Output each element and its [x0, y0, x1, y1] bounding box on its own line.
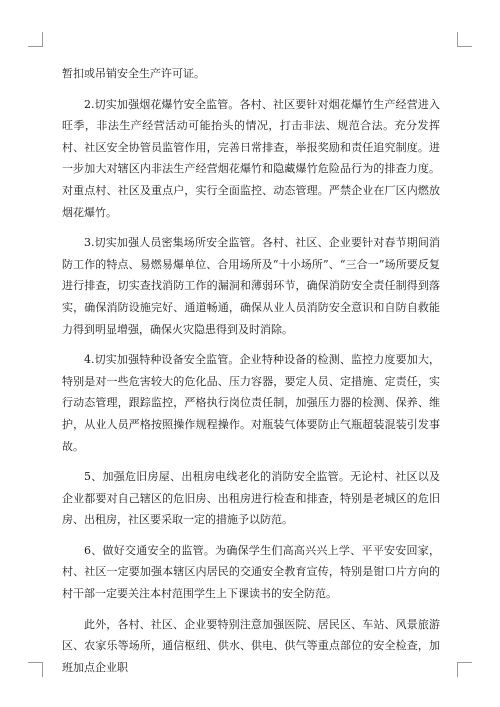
- paragraph-old-housing: 5、加强危旧房屋、出租房电线老化的消防安全监管。无论村、社区以及企业都要对自己辖区的危旧房、出租房进行检查和排查，特别是老城区的危旧房、出租房，社区要采取一定的措施予以防范。: [62, 470, 440, 527]
- crop-mark-bottom-left: [28, 662, 43, 677]
- crop-mark-top-right: [457, 32, 472, 47]
- document-page: [62, 63, 440, 678]
- paragraph-special-equipment: 4.切实加强特种设备安全监管。企业特种设备的检测、监控力度要加大，特别是对一些危害较大的危化品、压力容器，要定人员、定措施、定责任，实行动态管理，跟踪监控，严格执行岗位责任制，加强压力器的检测、保养、维护，从业人员严格按照操作规程操作。对瓶装气体要防止气瓶超装混装引发事故。: [62, 353, 440, 453]
- paragraph-crowded-places: 3.切实加强人员密集场所安全监管。各村、社区、企业要针对春节期间消防工作的特点、易燃易爆单位、合用场所及“十小场所”、“三合一”场所要反复进行排查，切实查找消防工作的漏洞和薄弱环节，确保消防安全责任制得到落实，确保消防设施完好、通道畅通，确保从业人员消防安全意识和自防自救能力得到明显增强，确保火灾隐患得到及时消除。: [62, 236, 440, 336]
- paragraph-fireworks-supervision: 2.切实加强烟花爆竹安全监管。各村、社区要针对烟花爆竹生产经营进入旺季，非法生产经营活动可能抬头的情况，打击非法、规范合法。充分发挥村、社区安全协管员监管作用，完善日常排查，举报奖励和责任追究制度。进一步加大对辖区内非法生产经营烟花爆竹和隐藏爆竹危险品行为的排查力度。对重点村、社区及重点户，实行全面监控、动态管理。严禁企业在厂区内燃放烟花爆竹。: [62, 97, 440, 219]
- paragraph-additional-checks: 此外，各村、社区、企业要特别注意加强医院、居民区、车站、风景旅游区、农家乐等场所，通信枢纽、供水、供电、供气等重点部位的安全检查，加班加点企业职: [62, 617, 440, 674]
- paragraph-traffic-safety: 6、做好交通安全的监管。为确保学生们高高兴兴上学、平平安安回家，村、社区一定要加强本辖区内居民的交通安全教育宣传，特别是钳口片方向的村干部一定要关注本村范围学生上下课读书的安全防范。: [62, 543, 440, 601]
- crop-mark-top-left: [28, 32, 43, 47]
- paragraph-continuation: 暂扣或吊销安全生产许可证。: [62, 67, 205, 80]
- crop-mark-bottom-right: [457, 662, 472, 677]
